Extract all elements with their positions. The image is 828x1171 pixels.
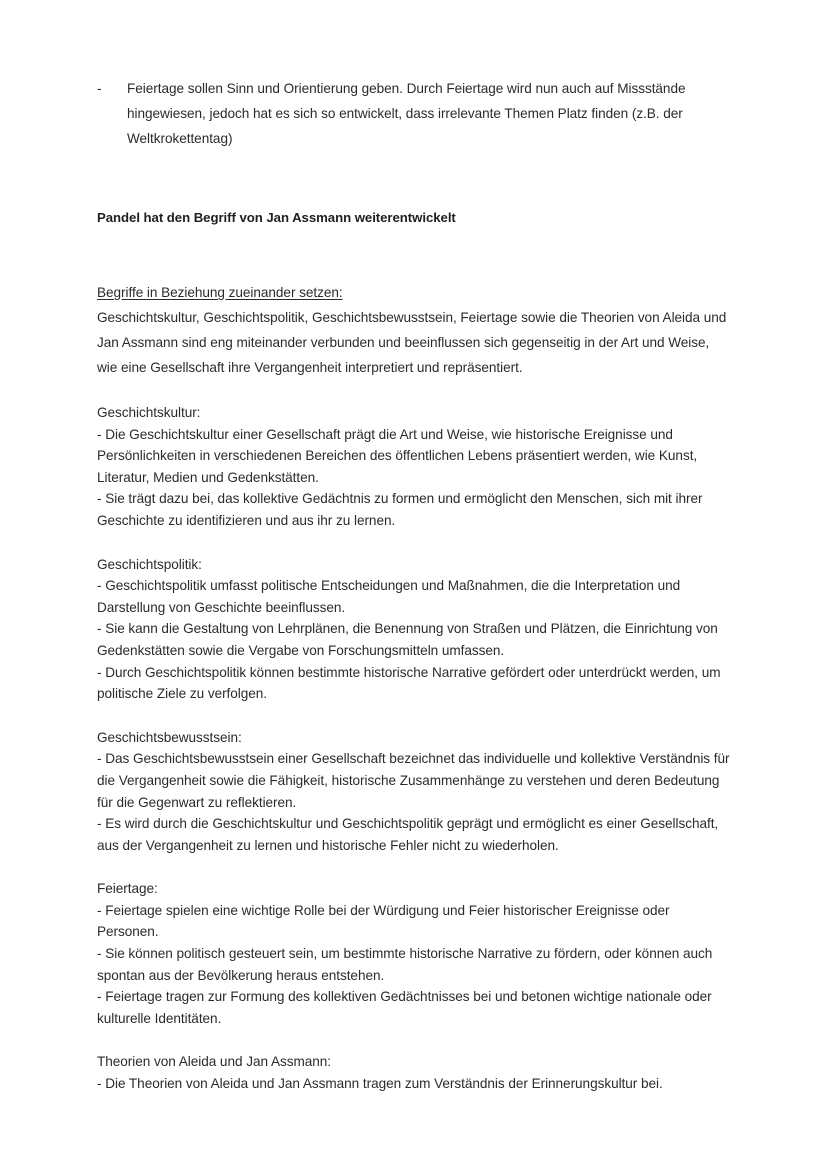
section-bullet-line: - Die Theorien von Aleida und Jan Assmann tragen zum Verständnis der Erinnerungskultur bei. [97, 1076, 663, 1092]
section-title: Geschichtspolitik: [97, 556, 202, 572]
spacer [97, 1029, 731, 1051]
section-bullet-line: - Die Geschichtskultur einer Gesellschaft prägt die Art und Weise, wie historische Ereignisse und Persönlichkeiten in verschiedenen Bereichen des öffentlichen Lebens präsentiert werden, wie Kunst, Literatur, Medien und Gedenkstätten. [97, 426, 698, 485]
bold-heading: Pandel hat den Begriff von Jan Assmann weiterentwickelt [97, 210, 456, 225]
section-bullet-line: - Sie können politisch gesteuert sein, um bestimmte historische Narrative zu fördern, oder können auch spontan aus der Bevölkerung heraus entstehen. [97, 946, 713, 983]
underlined-subheading: Begriffe in Beziehung zueinander setzen: [97, 285, 343, 300]
definition-section [97, 554, 731, 705]
section-bullet-line: - Sie trägt dazu bei, das kollektive Gedächtnis zu formen und ermöglicht den Menschen, sich mit ihrer Geschichte zu identifizieren und aus ihr zu lernen. [97, 491, 703, 528]
bullet-paragraph-text: Feiertage sollen Sinn und Orientierung geben. Durch Feiertage wird nun auch auf Missstände hingewiesen, jedoch hat es sich so entwickelt, dass irrelevante Themen Platz finden (z.B. der Weltkrokettentag) [127, 81, 686, 146]
bullet-row [97, 76, 731, 151]
intro-paragraph: Geschichtskultur, Geschichtspolitik, Geschichtsbewusstsein, Feiertage sowie die Theorien von Aleida und Jan Assmann sind eng miteinander verbunden und beeinflussen sich gegenseitig in der Art und Weise, wie eine Gesellschaft ihre Vergangenheit interpretiert und repräsentiert. [97, 310, 727, 375]
spacer [97, 705, 731, 727]
section-bullet-line: - Sie kann die Gestaltung von Lehrplänen, die Benennung von Straßen und Plätzen, die Einrichtung von Gedenkstätten sowie die Vergabe von Forschungsmitteln umfassen. [97, 621, 718, 658]
section-bullet-line: - Durch Geschichtspolitik können bestimmte historische Narrative gefördert oder unterdrückt werden, um politische Ziele zu verfolgen. [97, 664, 721, 702]
section-title: Geschichtskultur: [97, 405, 201, 420]
section-bullet-line: - Geschichtspolitik umfasst politische Entscheidungen und Maßnahmen, die die Interpretation und Darstellung von Geschichte beeinflussen. [97, 578, 681, 615]
spacer [97, 532, 731, 554]
document-body [97, 76, 731, 1095]
section-title: Geschichtsbewusstsein: [97, 729, 242, 745]
bullet-paragraph [97, 76, 731, 151]
section-bullet-line: - Feiertage tragen zur Formung des kollektiven Gedächtnisses bei und betonen wichtige nationale oder kulturelle Identitäten. [97, 989, 712, 1026]
section-bullet-line: - Es wird durch die Geschichtskultur und Geschichtspolitik geprägt und ermöglicht es einer Gesellschaft, aus der Vergangenheit zu lernen und historische Fehler nicht zu wiederholen. [97, 816, 719, 853]
definition-section [97, 1051, 731, 1094]
spacer [97, 856, 731, 878]
definition-sections [97, 402, 731, 1095]
dash-bullet-marker: - [97, 81, 102, 96]
section-title: Theorien von Aleida und Jan Assmann: [97, 1054, 331, 1070]
section-bullet-line: - Feiertage spielen eine wichtige Rolle bei der Würdigung und Feier historischer Ereignisse oder Personen. [97, 902, 670, 940]
definition-section [97, 878, 731, 1029]
spacer [97, 151, 731, 207]
spacer [97, 228, 731, 280]
section-title: Feiertage: [97, 881, 158, 897]
definition-section [97, 727, 731, 857]
definition-section [97, 402, 731, 532]
section-bullet-line: - Das Geschichtsbewusstsein einer Gesellschaft bezeichnet das individuelle und kollektive Verständnis für die Vergangenheit sowie die Fähigkeit, historische Zusammenhänge zu verstehen und deren Bedeutung für die Gegenwart zu reflektieren. [97, 751, 730, 810]
spacer [97, 380, 731, 402]
